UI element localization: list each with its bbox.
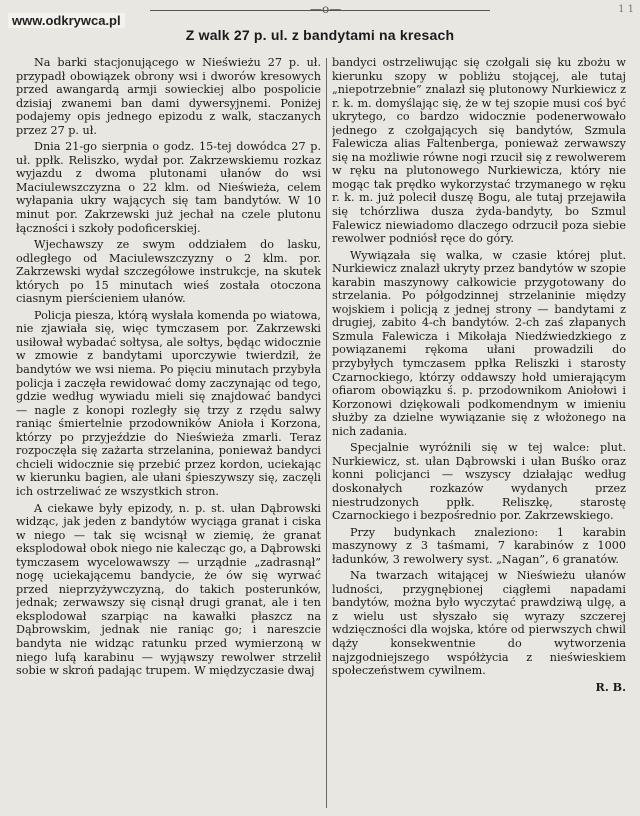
section-mark: —o— [310,2,342,16]
paragraph: Specjalnie wyróżnili się w tej walce: plut. Nurkiewicz, st. ułan Dąbrowski i ułan Buśko oraz konni policjanci — wszyscy działając według doskonałych rozkazów wydanych przez niestrudzonych ppłk. Reliszkę, starostę Czarnockiego i bezpośrednio por. Zakrzewskiego. [332,441,626,523]
site-watermark: www.odkrywca.pl [8,13,125,28]
paragraph: Przy budynkach znaleziono: 1 karabin maszynowy z 3 taśmami, 7 karabinów z 1000 ładunków, 3 rewolwery syst. „Nagan”, 6 granatów. [332,525,626,566]
paragraph: Na barki stacjonującego w Nieświeżu 27 p. uł. przypadł obowiązek obrony wsi i dworów kresowych przed awangardą armji sowieckiej albo pospolicie dzisiaj zwanemi ban dami dywersyjnemi. Poniżej podajemy opis jednego epizodu z walk, staczanych przez 27 p. uł. [16,56,321,137]
article-headline: Z walk 27 p. ul. z bandytami na kresach [185,27,455,43]
paragraph: Policja piesza, którą wysłała komenda po wiatowa, nie zjawiała się, więc tymczasem por. Zakrzewski usiłował wybadać sołtysa, ale sołtys, będąc widocznie w zmowie z bandytami uporczywie twierdził, że bandytów we wsi niema. Po pięciu minutach przybyła policja i zaczęła rewidować domy zaczynając od tego, gdzie według wywiadu mieli się znajdować bandyci — nagle z konopi rozległy się trzy z rzędu salwy raniąc śmiertelnie przodowników Anioła i Korzona, którzy po przyjeździe do Nieświeża zmarli. Teraz rozpoczęła się zażarta strzelanina, ponieważ bandyci chcieli widocznie się przebić przez kordon, uciekając w kierunku bagien, ale ułani śpieszywszy się, zaczęli ich ostrzeliwać ze wszystkich stron. [16,308,321,498]
paragraph: Na twarzach witającej w Nieświeżu ułanów ludności, przygnębionej ciągłemi napadami bandytów, można było wyczytać prawdziwą ulgę, a z wielu ust słyszało się wyrazy szczerej wdzięczności dla wojska, które od pierwszych chwil dąży konsekwentnie do wytworzenia najzgodniejszego współżycia z nieświeskiem społeczeństwem cywilnem. [332,569,626,678]
column-divider [326,58,327,808]
paragraph: A ciekawe były epizody, n. p. st. ułan Dąbrowski widząc, jak jeden z bandytów wyciąga granat i ciska w niego — tak się wcisnął w ziemię, że granat eksplodował obok niego nie kalecząc go, a Dąbrowski tymczasem wycelowawszy — urządnie „zadrasnął” nogę uciekającemu bandycie, że ów się wyrwać przed nieprzyżywczyzną, do takich posterunków, jednak; zerwawszy się cisnął drugi granat, ale i ten eksplodował szarpiąc na kawałki płaszcz na Dąbrowskim, jednak nie raniąc go; i nareszcie bandyta nie widząc ratunku przed wymierzoną w niego lufą karabinu — wyjąwszy rewolwer strzelił sobie w skroń padając trupem. W międzyczasie dwaj [16,501,321,678]
paragraph: Dnia 21-go sierpnia o godz. 15-tej dowódca 27 p. uł. ppłk. Reliszko, wydał por. Zakrzewskiemu rozkaz wyjazdu z dwoma plutonami ułanów do wsi Maciulewszczyzna o 22 klm. od Nieświeża, celem wyłapania ukry wających się tam bandytów. W 10 minut por. Zakrzewski już jechał na czele plutonu łączności i szkoły podoficerskiej. [16,140,321,235]
paragraph: Wjechawszy ze swym oddziałem do lasku, odległego od Maciulewszczyzny o 2 klm. por. Zakrzewski wydał szczegółowe instrukcje, na skutek których po 15 minutach wieś została otoczona ciasnym pierścieniem ułanów. [16,238,321,306]
paragraph: bandyci ostrzeliwując się czołgali się ku zbożu w kierunku szopy w pobliżu stojącej, ale tutaj „niepotrzebnie” znalazł się plutonowy Nurkiewicz z r. k. m. domyślając się, że w tej szopie musi coś być ukrytego, co bardzo widocznie podenerwowało jednego z czołgających się bandytów, Szmula Falewicza alias Faltenberga, ponieważ zerwawszy się na możliwie równe nogi rzucił się z rewolwerem w ręku na plutonowego Nurkiewicza, który nie mogąc tak prędko wykorzystać trzymanego w ręku r. k. m. już polecił duszę Bogu, ale tutaj przejawiła się tchórzliwa dusza żyda-bandyty, bo Szmul Falewicz niewiadomo dlaczego odrzucił poza siebie rewolwer podniósł ręce do góry. [332,56,626,246]
right-column [332,56,626,810]
left-column [16,56,321,810]
paragraph: Wywiązała się walka, w czasie której plut. Nurkiewicz znalazł ukryty przez bandytów w szopie karabin maszynowy całkowicie przygotowany do strzelania. Po półgodzinnej strzelaninie między wojskiem i policją z jednej strony — bandytami z drugiej, zabito 4-ch bandytów. 2-ch zaś złapanych Szmula Falewicza i Mikołaja Niedźwiedzkiego z powiązanemi rękoma ułani prowadzili do przybyłych tymczasem ppłka Reliszki i starosty Czarnockiego, którzy oddawszy hołd umierającym ofiarom obowiązku ś. p. przodownikom Aniołowi i Korzonowi dziękowali podkomendnym w imieniu służby za dzielne wywiązanie się z włożonego na nich zadania. [332,248,626,438]
author-signature: R. B. [595,679,626,694]
page-corner-mark: 1 1 [618,4,634,15]
